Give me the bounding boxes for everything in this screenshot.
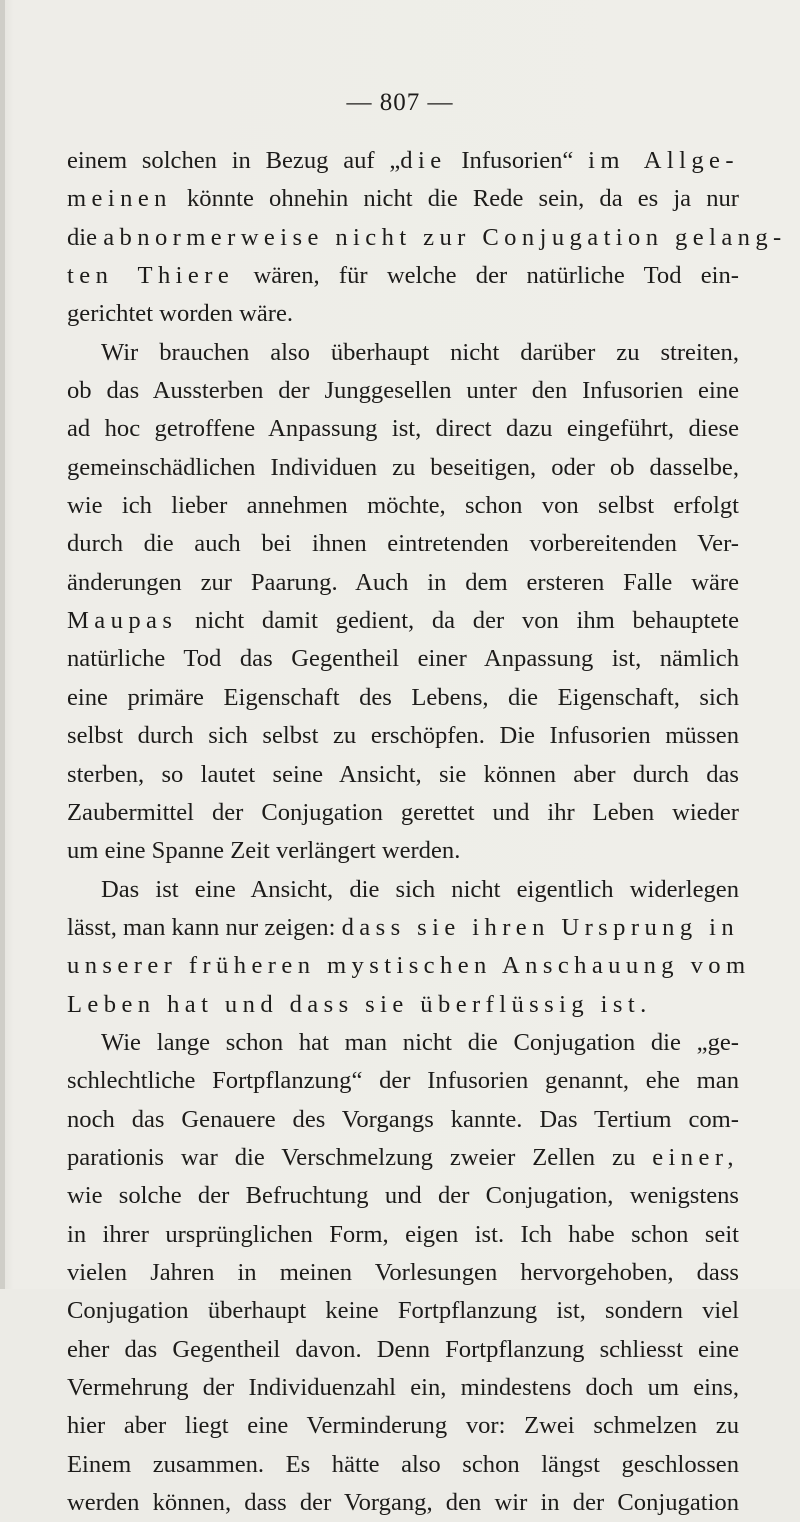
- text-segment: Vermehrung der Individuenzahl ein, mindestens doch um eins,: [67, 1374, 739, 1401]
- text-line: [67, 832, 739, 870]
- binding-edge: [0, 0, 5, 1289]
- spaced-emphasis-text: dass sie ihren Ursprung in: [341, 913, 740, 941]
- text-line: [67, 1407, 739, 1445]
- text-line: [67, 756, 739, 794]
- text-line: [67, 334, 739, 372]
- spaced-emphasis-text: ten Thiere: [67, 262, 235, 290]
- text-segment: schlechtliche Fortpflanzung“ der Infusorien genannt, ehe man: [67, 1067, 739, 1095]
- spaced-emphasis-text: im Allge-: [588, 147, 739, 174]
- text-line: [67, 1484, 739, 1522]
- text-segment: eher das Gegentheil davon. Denn Fortpflanzung schliesst eine: [67, 1335, 739, 1363]
- text-line: [67, 986, 739, 1024]
- text-segment: um eine Spanne Zeit verlängert werden.: [67, 837, 461, 865]
- text-segment: eine primäre Eigenschaft des Lebens, die Eigenschaft, sich: [67, 683, 739, 711]
- text-line: [67, 717, 739, 755]
- page-number: — 807 —: [346, 89, 454, 116]
- text-segment: wie solche der Befruchtung und der Conjugation, wenigstens: [67, 1182, 739, 1210]
- text-line: [67, 410, 739, 448]
- text-line: [67, 449, 739, 487]
- spaced-emphasis-text: einer,: [652, 1143, 739, 1171]
- text-segment: parationis war die Verschmelzung zweier Zellen zu: [67, 1143, 653, 1171]
- text-segment: änderungen zur Paarung. Auch in dem ersteren Falle wäre: [67, 568, 739, 596]
- text-segment: könnte ohnehin nicht die Rede sein, da es ja nur: [171, 185, 739, 213]
- text-segment: sterben, so lautet seine Ansicht, sie können aber durch das: [67, 760, 739, 788]
- text-segment: durch die auch bei ihnen eintretenden vorbereitenden Ver-: [67, 530, 739, 558]
- text-segment: die: [67, 223, 104, 251]
- text-segment: vielen Jahren in meinen Vorlesungen hervorgehoben, dass: [67, 1258, 739, 1286]
- text-segment: lässt, man kann nur zeigen:: [67, 913, 342, 941]
- text-line: [67, 1177, 739, 1215]
- text-segment: wie ich lieber annehmen möchte, schon von selbst erfolgt: [67, 492, 739, 520]
- text-segment: wären, für welche der natürliche Tod ein-: [234, 262, 739, 290]
- text-line: [67, 564, 739, 602]
- text-segment: Zaubermittel der Conjugation gerettet und ihr Leben wieder: [67, 798, 739, 826]
- text-line: [67, 295, 739, 333]
- text-line: [67, 372, 739, 410]
- text-line: [67, 525, 739, 563]
- text-line: [67, 1062, 739, 1100]
- text-line: [67, 1216, 739, 1254]
- text-segment: hier aber liegt eine Verminderung vor: Zwei schmelzen zu: [67, 1412, 739, 1440]
- text-segment: Wie lange schon hat man nicht die Conjugation die „ge-: [101, 1028, 739, 1056]
- text-line: [67, 257, 739, 295]
- text-segment: natürliche Tod das Gegentheil einer Anpassung ist, nämlich: [67, 645, 739, 673]
- text-line: [67, 1101, 739, 1139]
- text-segment: in ihrer ursprünglichen Form, eigen ist. Ich habe schon seit: [67, 1220, 739, 1248]
- text-segment: Das ist eine Ansicht, die sich nicht eigentlich widerlegen: [101, 875, 739, 903]
- text-line: [67, 1331, 739, 1369]
- text-segment: noch das Genauere des Vorgangs kannte. Das Tertium com-: [67, 1105, 739, 1133]
- spaced-emphasis-text: meinen: [67, 185, 172, 213]
- text-line: [67, 679, 739, 717]
- text-segment: ob das Aussterben der Junggesellen unter den Infusorien eine: [67, 377, 739, 405]
- text-line: [67, 1139, 739, 1177]
- text-line: [67, 142, 739, 180]
- text-line: [67, 871, 739, 909]
- spaced-emphasis-text: abnormerweise nicht zur Conjugation gelang-: [103, 223, 787, 251]
- text-line: [67, 219, 787, 257]
- spaced-emphasis-text: Leben hat und dass sie überflüssig ist.: [67, 990, 652, 1018]
- text-line: [67, 180, 739, 218]
- text-line: [67, 1446, 739, 1484]
- text-line: [67, 487, 739, 525]
- text-segment: Wir brauchen also überhaupt nicht darüber zu streiten,: [101, 338, 739, 366]
- text-segment: gerichtet worden wäre.: [67, 300, 294, 328]
- text-line: [67, 1292, 739, 1330]
- text-segment: Einem zusammen. Es hätte also schon längst geschlossen: [67, 1450, 739, 1478]
- text-segment: Conjugation überhaupt keine Fortpflanzung ist, sondern viel: [67, 1297, 739, 1325]
- spaced-emphasis-text: unserer früheren mystischen Anschauung vom: [67, 952, 751, 980]
- text-line: [67, 1254, 739, 1292]
- text-segment: nicht damit gedient, da der von ihm behauptete: [177, 607, 739, 635]
- text-segment: Infusorien“: [446, 147, 589, 174]
- text-line: [67, 909, 739, 947]
- body-text: [67, 142, 787, 1522]
- text-segment: einem solchen in Bezug auf „: [67, 147, 401, 174]
- spaced-emphasis-text: die: [400, 147, 447, 174]
- text-segment: ad hoc getroffene Anpassung ist, direct dazu eingeführt, diese: [67, 415, 739, 443]
- text-line: [67, 1369, 739, 1407]
- text-line: [67, 794, 739, 832]
- spaced-emphasis-text: Maupas: [67, 607, 178, 635]
- text-line: [67, 602, 739, 640]
- text-line: [67, 947, 751, 985]
- text-segment: werden können, dass der Vorgang, den wir in der Conjugation: [67, 1489, 739, 1517]
- text-segment: gemeinschädlichen Individuen zu beseitigen, oder ob dasselbe,: [67, 453, 739, 481]
- text-line: [67, 1024, 739, 1062]
- text-segment: selbst durch sich selbst zu erschöpfen. Die Infusorien müssen: [67, 722, 739, 750]
- text-line: [67, 640, 739, 678]
